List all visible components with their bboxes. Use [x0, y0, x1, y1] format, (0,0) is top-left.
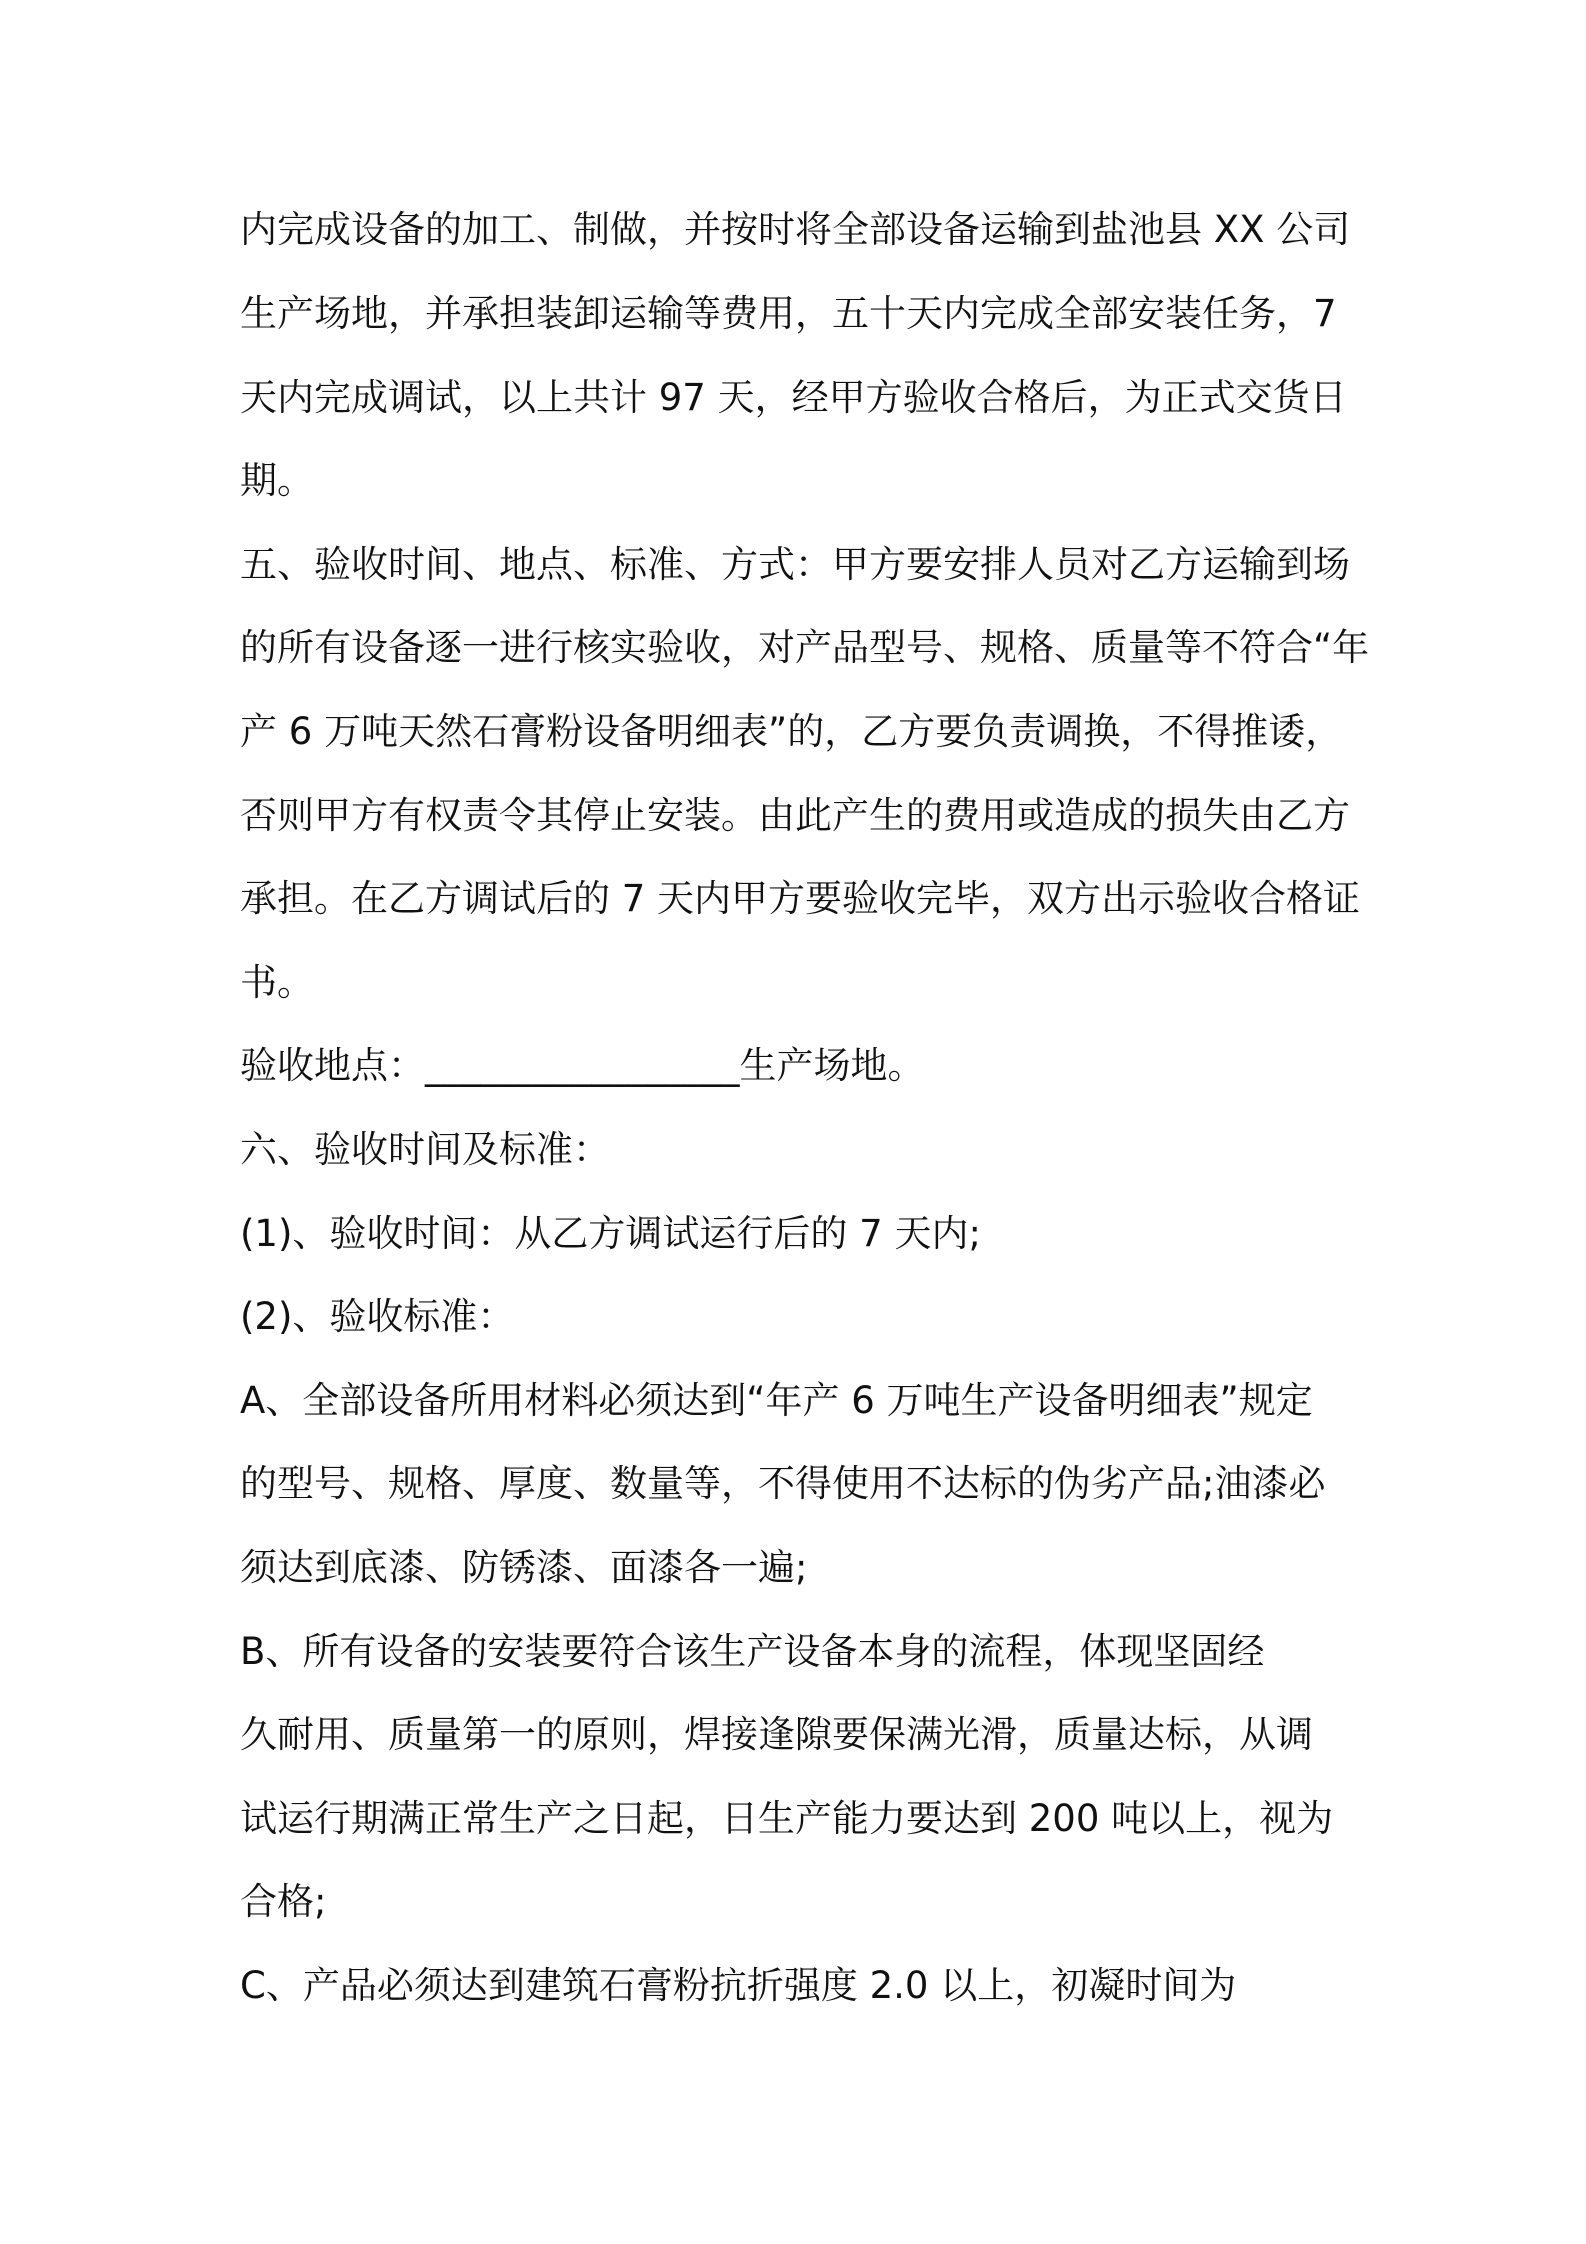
section-heading: 六、验收时间及标准： — [240, 1128, 610, 1171]
text-line: 须达到底漆、防锈漆、面漆各一遍; — [240, 1546, 808, 1589]
text-line: 试运行期满正常生产之日起，日生产能力要达到 200 吨以上，视为 — [240, 1797, 1334, 1840]
text-line: (2)、验收标准： — [240, 1295, 515, 1338]
text-line: 的型号、规格、厚度、数量等，不得使用不达标的伪劣产品;油漆必 — [240, 1462, 1326, 1505]
text-line: C、产品必须达到建筑石膏粉抗折强度 2.0 以上，初凝时间为 — [240, 1964, 1237, 2007]
text-line: 书。 — [240, 961, 314, 1004]
text-line: 产 6 万吨天然石膏粉设备明细表”的，乙方要负责调换，不得推诿， — [240, 710, 1343, 753]
text-line: 五、验收时间、地点、标准、方式：甲方要安排人员对乙方运输到场 — [240, 543, 1350, 586]
text-line: 承担。在乙方调试后的 7 天内甲方要验收完毕，双方出示验收合格证 — [240, 877, 1361, 920]
text-line: 的所有设备逐一进行核实验收，对产品型号、规格、质量等不符合“年 — [240, 626, 1370, 669]
text-line: 天内完成调试，以上共计 97 天，经甲方验收合格后，为正式交货日 — [240, 376, 1347, 419]
text-line: 内完成设备的加工、制做，并按时将全部设备运输到盐池县 XX 公司 — [240, 208, 1351, 251]
text-line: 生产场地，并承担装卸运输等费用，五十天内完成全部安装任务，7 — [240, 292, 1337, 335]
text-line: B、所有设备的安装要符合该生产设备本身的流程，体现坚固经 — [240, 1630, 1265, 1673]
text-line: A、全部设备所用材料必须达到“年产 6 万吨生产设备明细表”规定 — [240, 1379, 1313, 1422]
acceptance-location-line: 验收地点：_________________生产场地。 — [240, 1044, 925, 1087]
text-line: 期。 — [240, 459, 314, 502]
text-line: 否则甲方有权责令其停止安装。由此产生的费用或造成的损失由乙方 — [240, 794, 1350, 837]
text-line: (1)、验收时间：从乙方调试运行后的 7 天内; — [240, 1212, 981, 1255]
text-line: 合格; — [240, 1880, 327, 1923]
text-line: 久耐用、质量第一的原则，焊接逢隙要保满光滑，质量达标，从调 — [240, 1713, 1313, 1756]
